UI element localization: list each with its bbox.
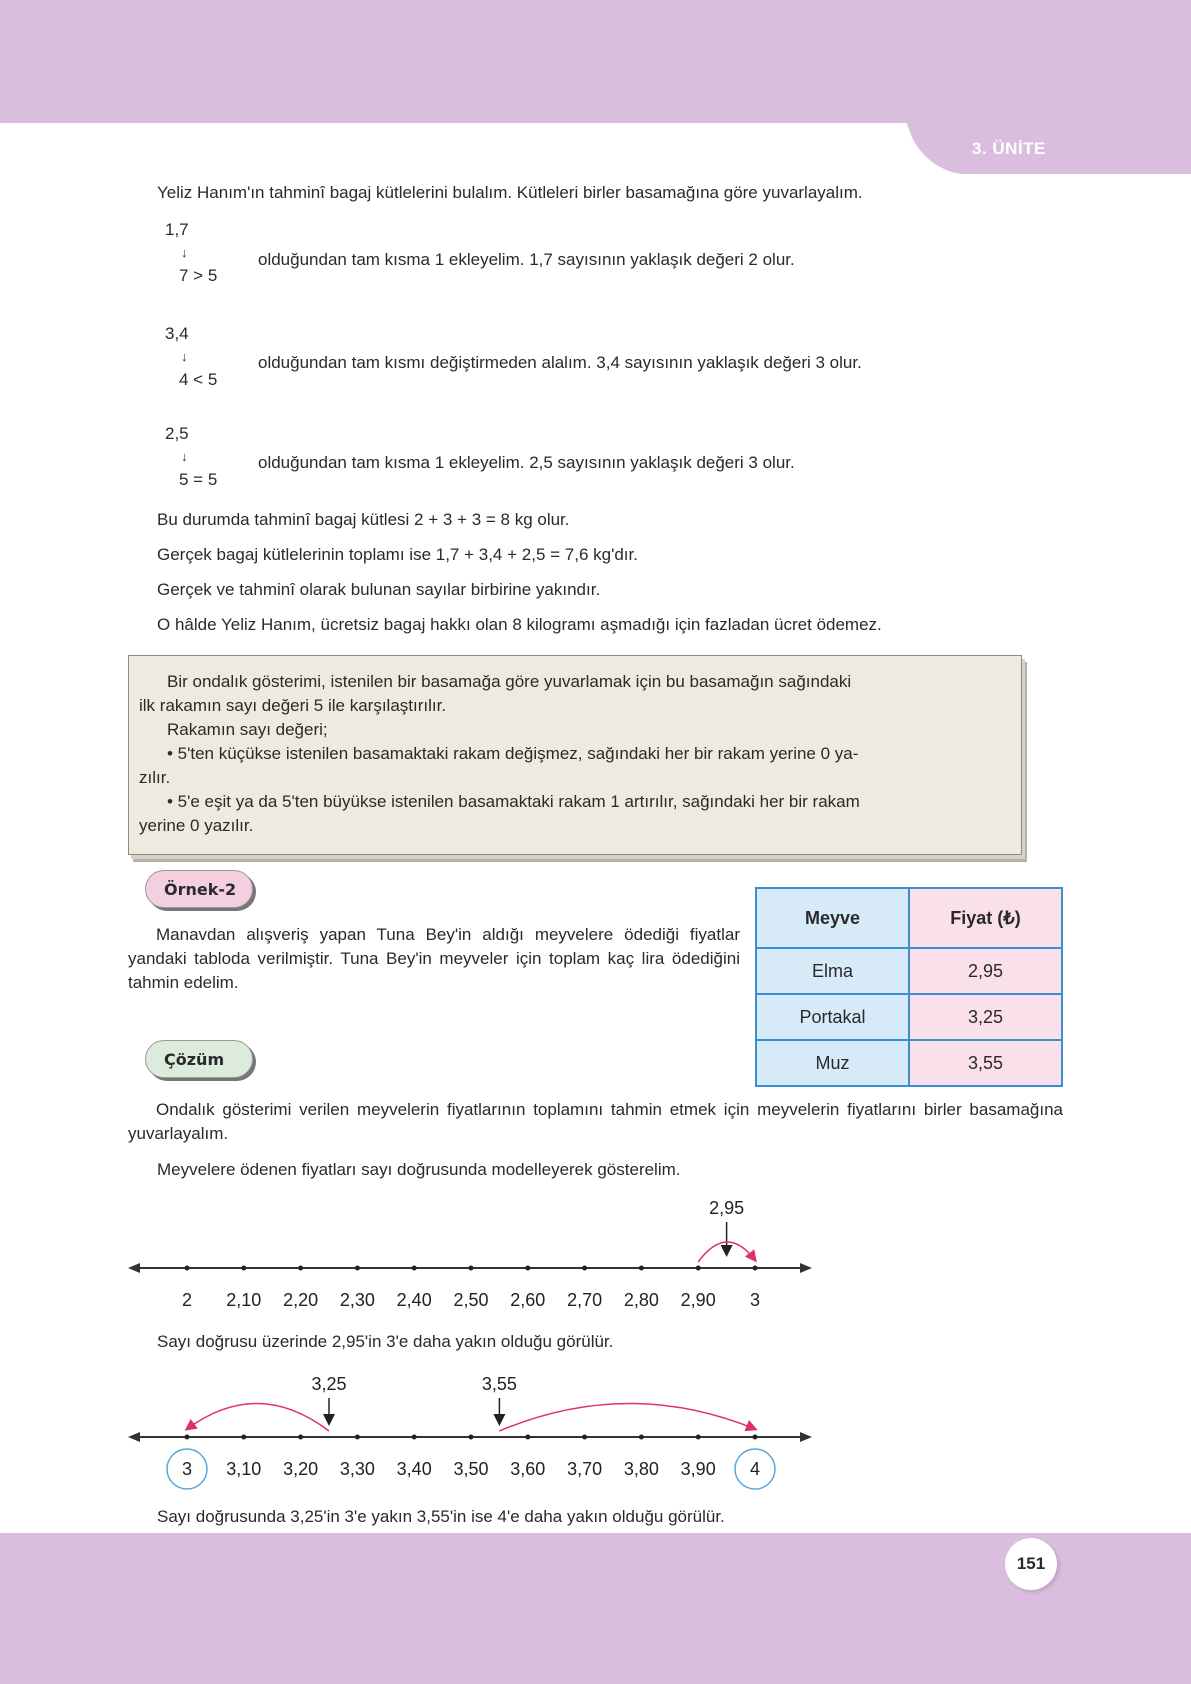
tick-label: 3,20 <box>283 1459 319 1479</box>
left-arrowhead-icon <box>128 1263 140 1273</box>
solution-text: Ondalık gösterimi verilen meyvelerin fiyatlarının toplamını tahmin etmek için meyvelerin fiyatlarını birler basamağına yuvarlayalım. <box>128 1100 1063 1143</box>
number-line-caption: Sayı doğrusunda 3,25'in 3'e yakın 3,55'in ise 4'e daha yakın olduğu görülür. <box>157 1507 725 1526</box>
marker-label: 3,25 <box>311 1374 347 1394</box>
fruit-cell: Muz <box>756 1040 909 1086</box>
price-cell: 2,95 <box>909 948 1062 994</box>
tick-dot <box>298 1266 303 1271</box>
step-comparison: 4 < 5 <box>179 370 218 389</box>
down-arrow-icon: ↓ <box>181 245 188 260</box>
number-line-caption: Sayı doğrusu üzerinde 2,95'in 3'e daha yakın olduğu görülür. <box>157 1332 614 1351</box>
step-3-text: olduğundan tam kısma 1 ekleyelim. 2,5 sayısının yaklaşık değeri 3 olur. <box>258 453 795 472</box>
tick-label: 3 <box>181 1459 193 1479</box>
tick-label: 3 <box>749 1290 761 1310</box>
tick-label: 3,80 <box>623 1459 659 1479</box>
rule-line: Bir ondalık gösterimi, istenilen bir basamağa göre yuvarlamak için bu basamağın sağındaki <box>167 672 852 691</box>
unit-label: 3. ÜNİTE <box>972 139 1046 158</box>
tick-dot <box>696 1435 701 1440</box>
tick-dot <box>582 1435 587 1440</box>
column-header: Meyve <box>756 888 909 948</box>
tick-dot <box>185 1435 190 1440</box>
step-1-text: olduğundan tam kısma 1 ekleyelim. 1,7 sayısının yaklaşık değeri 2 olur. <box>258 250 795 269</box>
step-2-text: olduğundan tam kısmı değiştirmeden alalım. 3,4 sayısının yaklaşık değeri 3 olur. <box>258 353 862 372</box>
right-arrowhead-icon <box>800 1432 812 1442</box>
tick-label: 2,70 <box>567 1290 603 1310</box>
solution-label: Çözüm <box>145 1040 253 1078</box>
rule-line: • 5'e eşit ya da 5'ten büyükse istenilen basamaktaki rakam 1 artırılır, sağındaki her bir rakam <box>167 792 860 811</box>
tick-dot <box>469 1266 474 1271</box>
fruit-cell: Portakal <box>756 994 909 1040</box>
tick-dot <box>241 1266 246 1271</box>
rule-line: ilk rakamın sayı değeri 5 ile karşılaştırılır. <box>139 696 447 715</box>
tick-label: 3,40 <box>396 1459 432 1479</box>
price-cell: 3,55 <box>909 1040 1062 1086</box>
right-arrowhead-icon <box>800 1263 812 1273</box>
tick-dot <box>525 1266 530 1271</box>
tick-label: 2,80 <box>623 1290 659 1310</box>
tick-dot <box>469 1435 474 1440</box>
tick-dot <box>298 1435 303 1440</box>
column-header: Fiyat (₺) <box>909 888 1062 948</box>
rule-line: • 5'ten küçükse istenilen basamaktaki rakam değişmez, sağındaki her bir rakam yerine 0 ya- <box>167 744 859 763</box>
tick-label: 2,10 <box>226 1290 262 1310</box>
solution-text-2: Meyvelere ödenen fiyatları sayı doğrusunda modelleyerek gösterelim. <box>157 1160 681 1179</box>
tick-dot <box>185 1266 190 1271</box>
rule-line: yerine 0 yazılır. <box>139 816 254 835</box>
summary-line: Bu durumda tahminî bagaj kütlesi 2 + 3 + 3 = 8 kg olur. <box>157 510 570 529</box>
page-number: 151 <box>1005 1538 1057 1590</box>
tick-label: 3,10 <box>226 1459 262 1479</box>
tick-label: 2,30 <box>339 1290 375 1310</box>
step-number: 2,5 <box>165 424 189 443</box>
tick-dot <box>412 1435 417 1440</box>
price-cell: 3,25 <box>909 994 1062 1040</box>
rule-line: Rakamın sayı değeri; <box>167 720 328 739</box>
tick-dot <box>525 1435 530 1440</box>
step-number: 3,4 <box>165 324 189 343</box>
tick-label: 2,20 <box>283 1290 319 1310</box>
tick-dot <box>582 1266 587 1271</box>
rounding-arc-arrow <box>499 1403 755 1431</box>
tick-label: 3,90 <box>680 1459 716 1479</box>
tick-label: 3,70 <box>567 1459 603 1479</box>
tick-label: 2,50 <box>453 1290 489 1310</box>
rule-line: zılır. <box>139 768 171 787</box>
tick-dot <box>639 1435 644 1440</box>
tick-label: 4 <box>749 1459 761 1479</box>
tick-dot <box>639 1266 644 1271</box>
tick-label: 3,50 <box>453 1459 489 1479</box>
down-arrow-icon: ↓ <box>181 349 188 364</box>
summary-line: Gerçek ve tahminî olarak bulunan sayılar birbirine yakındır. <box>157 580 601 599</box>
left-arrowhead-icon <box>128 1432 140 1442</box>
fruit-cell: Elma <box>756 948 909 994</box>
marker-label: 2,95 <box>709 1198 745 1218</box>
step-number: 1,7 <box>165 220 189 239</box>
tick-dot <box>753 1266 758 1271</box>
marker-label: 3,55 <box>481 1374 517 1394</box>
summary-line: O hâlde Yeliz Hanım, ücretsiz bagaj hakkı olan 8 kilogramı aşmadığı için fazladan ücret ödemez. <box>157 615 882 634</box>
example-label: Örnek-2 <box>145 870 253 908</box>
tick-label: 2,40 <box>396 1290 432 1310</box>
tick-label: 3,60 <box>510 1459 546 1479</box>
tick-label: 2,60 <box>510 1290 546 1310</box>
tick-dot <box>355 1435 360 1440</box>
tick-dot <box>753 1435 758 1440</box>
tick-dot <box>412 1266 417 1271</box>
intro-text: Yeliz Hanım'ın tahminî bagaj kütlelerini bulalım. Kütleleri birler basamağına göre yuvarlayalım. <box>157 183 863 202</box>
tick-dot <box>696 1266 701 1271</box>
summary-line: Gerçek bagaj kütlelerinin toplamı ise 1,7 + 3,4 + 2,5 = 7,6 kg'dır. <box>157 545 638 564</box>
step-comparison: 7 > 5 <box>179 266 218 285</box>
example-text: Manavdan alışveriş yapan Tuna Bey'in aldığı meyvelere ödediği fiyatlar yandaki tabloda verilmiştir. Tuna Bey'in meyveler için toplam kaç lira ödediğini tahmin edelim. <box>128 925 740 992</box>
tick-label: 2 <box>181 1290 193 1310</box>
down-arrow-icon: ↓ <box>181 449 188 464</box>
step-comparison: 5 = 5 <box>179 470 218 489</box>
tick-dot <box>241 1435 246 1440</box>
tick-label: 3,30 <box>339 1459 375 1479</box>
tick-dot <box>355 1266 360 1271</box>
tick-label: 2,90 <box>680 1290 716 1310</box>
rounding-arc-arrow <box>187 1403 329 1431</box>
